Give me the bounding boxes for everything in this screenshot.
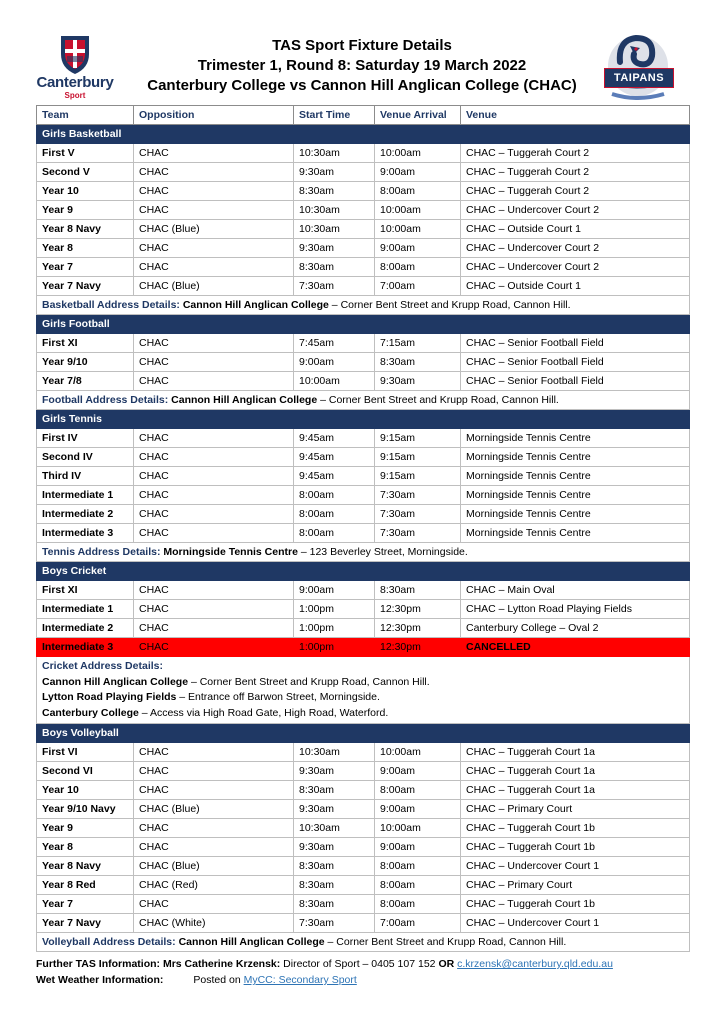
address-text: – Entrance off Barwon Street, Morningside. bbox=[176, 691, 380, 704]
section-header-tennis bbox=[37, 410, 690, 429]
cell-opposition: CHAC bbox=[134, 581, 294, 600]
cell-opposition: CHAC bbox=[134, 895, 294, 914]
cell-venue-arrival: 8:00am bbox=[375, 258, 461, 277]
cell-venue: CHAC – Undercover Court 2 bbox=[461, 258, 690, 277]
table-row bbox=[37, 144, 690, 163]
address-details bbox=[37, 933, 690, 952]
cell-start-time: 8:00am bbox=[294, 486, 375, 505]
cell-start-time: 10:30am bbox=[294, 220, 375, 239]
cell-opposition: CHAC bbox=[134, 619, 294, 638]
cell-team: Year 8 Red bbox=[37, 876, 134, 895]
table-row bbox=[37, 762, 690, 781]
table-row bbox=[37, 743, 690, 762]
cell-start-time: 9:30am bbox=[294, 239, 375, 258]
cell-venue-arrival: 9:15am bbox=[375, 429, 461, 448]
cell-opposition: CHAC (Blue) bbox=[134, 277, 294, 296]
fixture-table bbox=[36, 105, 690, 952]
table-row bbox=[37, 258, 690, 277]
table-row bbox=[37, 429, 690, 448]
table-row bbox=[37, 163, 690, 182]
cell-venue: CHAC – Primary Court bbox=[461, 876, 690, 895]
cell-team: Intermediate 3 bbox=[37, 524, 134, 543]
address-details bbox=[37, 391, 690, 410]
cell-team: Year 8 Navy bbox=[37, 220, 134, 239]
cell-start-time: 10:30am bbox=[294, 743, 375, 762]
cell-start-time: 10:30am bbox=[294, 819, 375, 838]
canterbury-name: Canterbury bbox=[36, 74, 114, 91]
address-label: Volleyball Address Details: bbox=[42, 936, 176, 949]
tas-info-text: Director of Sport – 0405 107 152 bbox=[280, 958, 439, 970]
cell-start-time: 7:30am bbox=[294, 914, 375, 933]
section-title: Boys Cricket bbox=[37, 562, 690, 581]
cell-team: Year 8 bbox=[37, 838, 134, 857]
address-text: – Corner Bent Street and Krupp Road, Cannon Hill. bbox=[317, 394, 559, 406]
canterbury-sport: Sport bbox=[64, 91, 86, 100]
col-venue: Venue bbox=[461, 106, 690, 125]
cell-opposition: CHAC bbox=[134, 144, 294, 163]
cell-opposition: CHAC bbox=[134, 638, 294, 657]
wet-weather-line bbox=[36, 972, 696, 988]
table-row bbox=[37, 201, 690, 220]
cell-start-time: 9:00am bbox=[294, 353, 375, 372]
section-header-basketball bbox=[37, 125, 690, 144]
cell-venue: CANCELLED bbox=[461, 638, 690, 657]
cell-start-time: 7:45am bbox=[294, 334, 375, 353]
address-label: Tennis Address Details: bbox=[42, 546, 161, 558]
or-label: OR bbox=[438, 958, 455, 970]
cell-start-time: 9:00am bbox=[294, 581, 375, 600]
cell-team: Intermediate 2 bbox=[37, 505, 134, 524]
cell-venue: Morningside Tennis Centre bbox=[461, 448, 690, 467]
cell-venue: CHAC – Senior Football Field bbox=[461, 334, 690, 353]
cell-opposition: CHAC bbox=[134, 505, 294, 524]
col-team: Team bbox=[37, 106, 134, 125]
table-header-row bbox=[37, 106, 690, 125]
cell-team: Year 10 bbox=[37, 182, 134, 201]
cell-venue: CHAC – Senior Football Field bbox=[461, 353, 690, 372]
email-link[interactable]: c.krzensk@canterbury.qld.edu.au bbox=[457, 958, 613, 970]
cell-venue-arrival: 9:00am bbox=[375, 800, 461, 819]
section-title: Girls Tennis bbox=[37, 410, 690, 429]
table-row bbox=[37, 486, 690, 505]
cell-venue: Morningside Tennis Centre bbox=[461, 429, 690, 448]
cell-team: First XI bbox=[37, 334, 134, 353]
cell-opposition: CHAC bbox=[134, 258, 294, 277]
cell-start-time: 10:00am bbox=[294, 372, 375, 391]
cell-opposition: CHAC bbox=[134, 239, 294, 258]
cancelled-row bbox=[37, 638, 690, 657]
cell-venue: CHAC – Lytton Road Playing Fields bbox=[461, 600, 690, 619]
address-name: Lytton Road Playing Fields bbox=[42, 691, 177, 704]
address-text: – 123 Beverley Street, Morningside. bbox=[297, 546, 468, 558]
title-line-1: TAS Sport Fixture Details bbox=[272, 37, 452, 54]
cell-start-time: 9:45am bbox=[294, 467, 375, 486]
cell-team: Intermediate 1 bbox=[37, 600, 134, 619]
cell-venue-arrival: 12:30pm bbox=[375, 638, 461, 657]
footer bbox=[36, 956, 696, 988]
cell-venue-arrival: 10:00am bbox=[375, 220, 461, 239]
cell-venue-arrival: 9:15am bbox=[375, 467, 461, 486]
cell-opposition: CHAC bbox=[134, 182, 294, 201]
col-venue-arrival: Venue Arrival bbox=[375, 106, 461, 125]
cell-venue-arrival: 10:00am bbox=[375, 201, 461, 220]
table-row bbox=[37, 857, 690, 876]
cell-opposition: CHAC bbox=[134, 448, 294, 467]
address-name: Cannon Hill Anglican College bbox=[182, 299, 329, 311]
cell-opposition: CHAC bbox=[134, 334, 294, 353]
cell-start-time: 8:00am bbox=[294, 505, 375, 524]
cell-venue: CHAC – Tuggerah Court 2 bbox=[461, 163, 690, 182]
address-line bbox=[42, 690, 684, 706]
page-title bbox=[130, 36, 594, 96]
cell-team: Year 7 Navy bbox=[37, 277, 134, 296]
address-name: Canterbury College bbox=[42, 706, 139, 719]
address-row-football bbox=[37, 391, 690, 410]
cell-venue: Canterbury College – Oval 2 bbox=[461, 619, 690, 638]
cell-start-time: 1:00pm bbox=[294, 600, 375, 619]
cell-venue-arrival: 7:30am bbox=[375, 505, 461, 524]
cell-venue-arrival: 8:00am bbox=[375, 876, 461, 895]
cell-start-time: 8:00am bbox=[294, 524, 375, 543]
cell-venue: CHAC – Tuggerah Court 2 bbox=[461, 182, 690, 201]
cell-venue: CHAC – Tuggerah Court 1a bbox=[461, 781, 690, 800]
wet-weather-label: Wet Weather Information: bbox=[36, 974, 164, 986]
cell-team: Year 9 bbox=[37, 819, 134, 838]
table-row bbox=[37, 838, 690, 857]
table-row bbox=[37, 914, 690, 933]
cell-venue-arrival: 7:30am bbox=[375, 524, 461, 543]
address-row-volleyball bbox=[37, 933, 690, 952]
cell-venue: CHAC – Outside Court 1 bbox=[461, 277, 690, 296]
cell-venue: CHAC – Tuggerah Court 1a bbox=[461, 762, 690, 781]
cell-start-time: 8:30am bbox=[294, 895, 375, 914]
table-row bbox=[37, 372, 690, 391]
canterbury-logo bbox=[30, 34, 120, 104]
cell-opposition: CHAC bbox=[134, 372, 294, 391]
cell-venue-arrival: 8:00am bbox=[375, 781, 461, 800]
cell-venue: CHAC – Tuggerah Court 1b bbox=[461, 838, 690, 857]
taipans-logo bbox=[600, 32, 674, 100]
cell-opposition: CHAC bbox=[134, 201, 294, 220]
cell-team: Intermediate 2 bbox=[37, 619, 134, 638]
cell-venue: CHAC – Primary Court bbox=[461, 800, 690, 819]
address-name: Cannon Hill Anglican College bbox=[178, 936, 325, 949]
cell-start-time: 9:30am bbox=[294, 762, 375, 781]
cell-venue: CHAC – Tuggerah Court 1b bbox=[461, 895, 690, 914]
address-text: – Corner Bent Street and Krupp Road, Cannon Hill. bbox=[324, 936, 567, 949]
address-details bbox=[37, 543, 690, 562]
cell-start-time: 9:30am bbox=[294, 163, 375, 182]
section-header-volleyball bbox=[37, 724, 690, 743]
cell-opposition: CHAC (Blue) bbox=[134, 800, 294, 819]
cell-start-time: 9:45am bbox=[294, 448, 375, 467]
cell-venue-arrival: 9:15am bbox=[375, 448, 461, 467]
title-line-3: Canterbury College vs Cannon Hill Anglican College (CHAC) bbox=[147, 77, 577, 94]
table-row bbox=[37, 781, 690, 800]
address-details bbox=[37, 657, 690, 724]
address-row-tennis bbox=[37, 543, 690, 562]
cell-opposition: CHAC bbox=[134, 163, 294, 182]
cell-venue-arrival: 8:30am bbox=[375, 581, 461, 600]
cell-team: Intermediate 1 bbox=[37, 486, 134, 505]
section-title: Girls Football bbox=[37, 315, 690, 334]
cell-venue: CHAC – Tuggerah Court 1b bbox=[461, 819, 690, 838]
cell-venue: Morningside Tennis Centre bbox=[461, 524, 690, 543]
table-row bbox=[37, 876, 690, 895]
taipans-wordmark: TAIPANS bbox=[604, 68, 674, 88]
cell-team: Year 9/10 bbox=[37, 353, 134, 372]
cell-venue-arrival: 10:00am bbox=[375, 144, 461, 163]
cell-start-time: 9:30am bbox=[294, 800, 375, 819]
cell-opposition: CHAC (Red) bbox=[134, 876, 294, 895]
cell-venue: Morningside Tennis Centre bbox=[461, 486, 690, 505]
title-line-2: Trimester 1, Round 8: Saturday 19 March 2022 bbox=[197, 57, 527, 74]
cell-start-time: 9:30am bbox=[294, 838, 375, 857]
address-name: Cannon Hill Anglican College bbox=[42, 675, 189, 688]
cell-venue-arrival: 7:00am bbox=[375, 277, 461, 296]
cell-team: Second V bbox=[37, 163, 134, 182]
address-text: – Corner Bent Street and Krupp Road, Cannon Hill. bbox=[188, 675, 430, 688]
cell-start-time: 1:00pm bbox=[294, 619, 375, 638]
table-row bbox=[37, 220, 690, 239]
table-row bbox=[37, 619, 690, 638]
cell-team: Second VI bbox=[37, 762, 134, 781]
cell-opposition: CHAC bbox=[134, 838, 294, 857]
cell-venue-arrival: 8:30am bbox=[375, 353, 461, 372]
cell-team: Year 9/10 Navy bbox=[37, 800, 134, 819]
table-row bbox=[37, 895, 690, 914]
col-opposition: Opposition bbox=[134, 106, 294, 125]
address-text: – Access via High Road Gate, High Road, Waterford. bbox=[138, 706, 389, 719]
cell-venue: CHAC – Tuggerah Court 1a bbox=[461, 743, 690, 762]
cell-venue-arrival: 8:00am bbox=[375, 182, 461, 201]
address-line bbox=[42, 675, 684, 691]
section-header-football bbox=[37, 315, 690, 334]
cell-team: Year 7 Navy bbox=[37, 914, 134, 933]
table-row bbox=[37, 239, 690, 258]
address-row-cricket bbox=[37, 657, 690, 724]
table-row bbox=[37, 182, 690, 201]
cell-start-time: 10:30am bbox=[294, 144, 375, 163]
cell-team: First IV bbox=[37, 429, 134, 448]
cell-venue-arrival: 12:30pm bbox=[375, 600, 461, 619]
cell-venue-arrival: 7:30am bbox=[375, 486, 461, 505]
table-row bbox=[37, 524, 690, 543]
cell-team: First V bbox=[37, 144, 134, 163]
cell-venue-arrival: 9:00am bbox=[375, 239, 461, 258]
cell-venue-arrival: 7:00am bbox=[375, 914, 461, 933]
cell-start-time: 9:45am bbox=[294, 429, 375, 448]
table-row bbox=[37, 353, 690, 372]
cell-opposition: CHAC bbox=[134, 600, 294, 619]
table-row bbox=[37, 800, 690, 819]
cell-start-time: 8:30am bbox=[294, 781, 375, 800]
table-row bbox=[37, 448, 690, 467]
wet-weather-text: Posted on bbox=[193, 974, 244, 986]
cell-venue: CHAC – Outside Court 1 bbox=[461, 220, 690, 239]
cell-team: Year 7/8 bbox=[37, 372, 134, 391]
address-label: Basketball Address Details: bbox=[42, 299, 180, 311]
taipan-snake-icon bbox=[600, 32, 674, 100]
cell-team: Third IV bbox=[37, 467, 134, 486]
cell-opposition: CHAC bbox=[134, 524, 294, 543]
cell-start-time: 8:30am bbox=[294, 182, 375, 201]
address-details bbox=[37, 296, 690, 315]
page-header bbox=[0, 0, 724, 104]
cell-opposition: CHAC bbox=[134, 762, 294, 781]
cell-venue: Morningside Tennis Centre bbox=[461, 505, 690, 524]
cell-team: Year 9 bbox=[37, 201, 134, 220]
address-label: Football Address Details: bbox=[42, 394, 169, 406]
cell-opposition: CHAC bbox=[134, 743, 294, 762]
table-row bbox=[37, 467, 690, 486]
section-title: Girls Basketball bbox=[37, 125, 690, 144]
cell-team: First VI bbox=[37, 743, 134, 762]
fixture-table-body bbox=[37, 125, 690, 952]
cell-opposition: CHAC bbox=[134, 353, 294, 372]
cell-venue-arrival: 7:15am bbox=[375, 334, 461, 353]
cell-venue-arrival: 12:30pm bbox=[375, 619, 461, 638]
cell-start-time: 8:30am bbox=[294, 857, 375, 876]
cell-venue: CHAC – Senior Football Field bbox=[461, 372, 690, 391]
cell-venue-arrival: 9:00am bbox=[375, 838, 461, 857]
cell-venue: CHAC – Undercover Court 1 bbox=[461, 857, 690, 876]
tas-info-line bbox=[36, 956, 696, 972]
cell-team: Year 7 bbox=[37, 258, 134, 277]
table-row bbox=[37, 334, 690, 353]
cell-venue: Morningside Tennis Centre bbox=[461, 467, 690, 486]
cell-team: Intermediate 3 bbox=[37, 638, 134, 657]
table-row bbox=[37, 581, 690, 600]
address-label: Cricket Address Details: bbox=[42, 660, 163, 672]
cell-venue: CHAC – Main Oval bbox=[461, 581, 690, 600]
cell-start-time: 1:00pm bbox=[294, 638, 375, 657]
cell-start-time: 10:30am bbox=[294, 201, 375, 220]
cell-venue-arrival: 9:00am bbox=[375, 163, 461, 182]
section-header-cricket bbox=[37, 562, 690, 581]
cell-opposition: CHAC bbox=[134, 467, 294, 486]
address-line bbox=[42, 706, 684, 722]
cell-venue-arrival: 10:00am bbox=[375, 743, 461, 762]
col-start-time: Start Time bbox=[294, 106, 375, 125]
cell-team: Year 8 Navy bbox=[37, 857, 134, 876]
cell-opposition: CHAC (Blue) bbox=[134, 220, 294, 239]
section-title: Boys Volleyball bbox=[37, 724, 690, 743]
table-row bbox=[37, 277, 690, 296]
cell-opposition: CHAC (Blue) bbox=[134, 857, 294, 876]
table-row bbox=[37, 600, 690, 619]
table-row bbox=[37, 819, 690, 838]
cell-venue: CHAC – Undercover Court 1 bbox=[461, 914, 690, 933]
cell-team: Second IV bbox=[37, 448, 134, 467]
cell-venue-arrival: 9:30am bbox=[375, 372, 461, 391]
cell-venue: CHAC – Undercover Court 2 bbox=[461, 201, 690, 220]
cell-opposition: CHAC bbox=[134, 429, 294, 448]
cell-start-time: 8:30am bbox=[294, 258, 375, 277]
cell-opposition: CHAC bbox=[134, 819, 294, 838]
cell-opposition: CHAC bbox=[134, 781, 294, 800]
cell-venue-arrival: 8:00am bbox=[375, 857, 461, 876]
address-row-basketball bbox=[37, 296, 690, 315]
cell-opposition: CHAC (White) bbox=[134, 914, 294, 933]
cell-team: Year 10 bbox=[37, 781, 134, 800]
cell-start-time: 7:30am bbox=[294, 277, 375, 296]
cell-venue: CHAC – Tuggerah Court 2 bbox=[461, 144, 690, 163]
cell-team: Year 7 bbox=[37, 895, 134, 914]
cell-team: Year 8 bbox=[37, 239, 134, 258]
cell-start-time: 8:30am bbox=[294, 876, 375, 895]
mycc-link[interactable]: MyCC: Secondary Sport bbox=[243, 974, 357, 986]
cell-opposition: CHAC bbox=[134, 486, 294, 505]
cell-venue-arrival: 9:00am bbox=[375, 762, 461, 781]
address-name: Morningside Tennis Centre bbox=[163, 546, 298, 558]
cell-team: First XI bbox=[37, 581, 134, 600]
address-name: Cannon Hill Anglican College bbox=[171, 394, 318, 406]
address-text: – Corner Bent Street and Krupp Road, Cannon Hill. bbox=[328, 299, 571, 311]
cell-venue: CHAC – Undercover Court 2 bbox=[461, 239, 690, 258]
cell-venue-arrival: 8:00am bbox=[375, 895, 461, 914]
cell-venue-arrival: 10:00am bbox=[375, 819, 461, 838]
tas-info-label: Further TAS Information: Mrs Catherine Krzensk: bbox=[36, 958, 281, 970]
table-row bbox=[37, 505, 690, 524]
